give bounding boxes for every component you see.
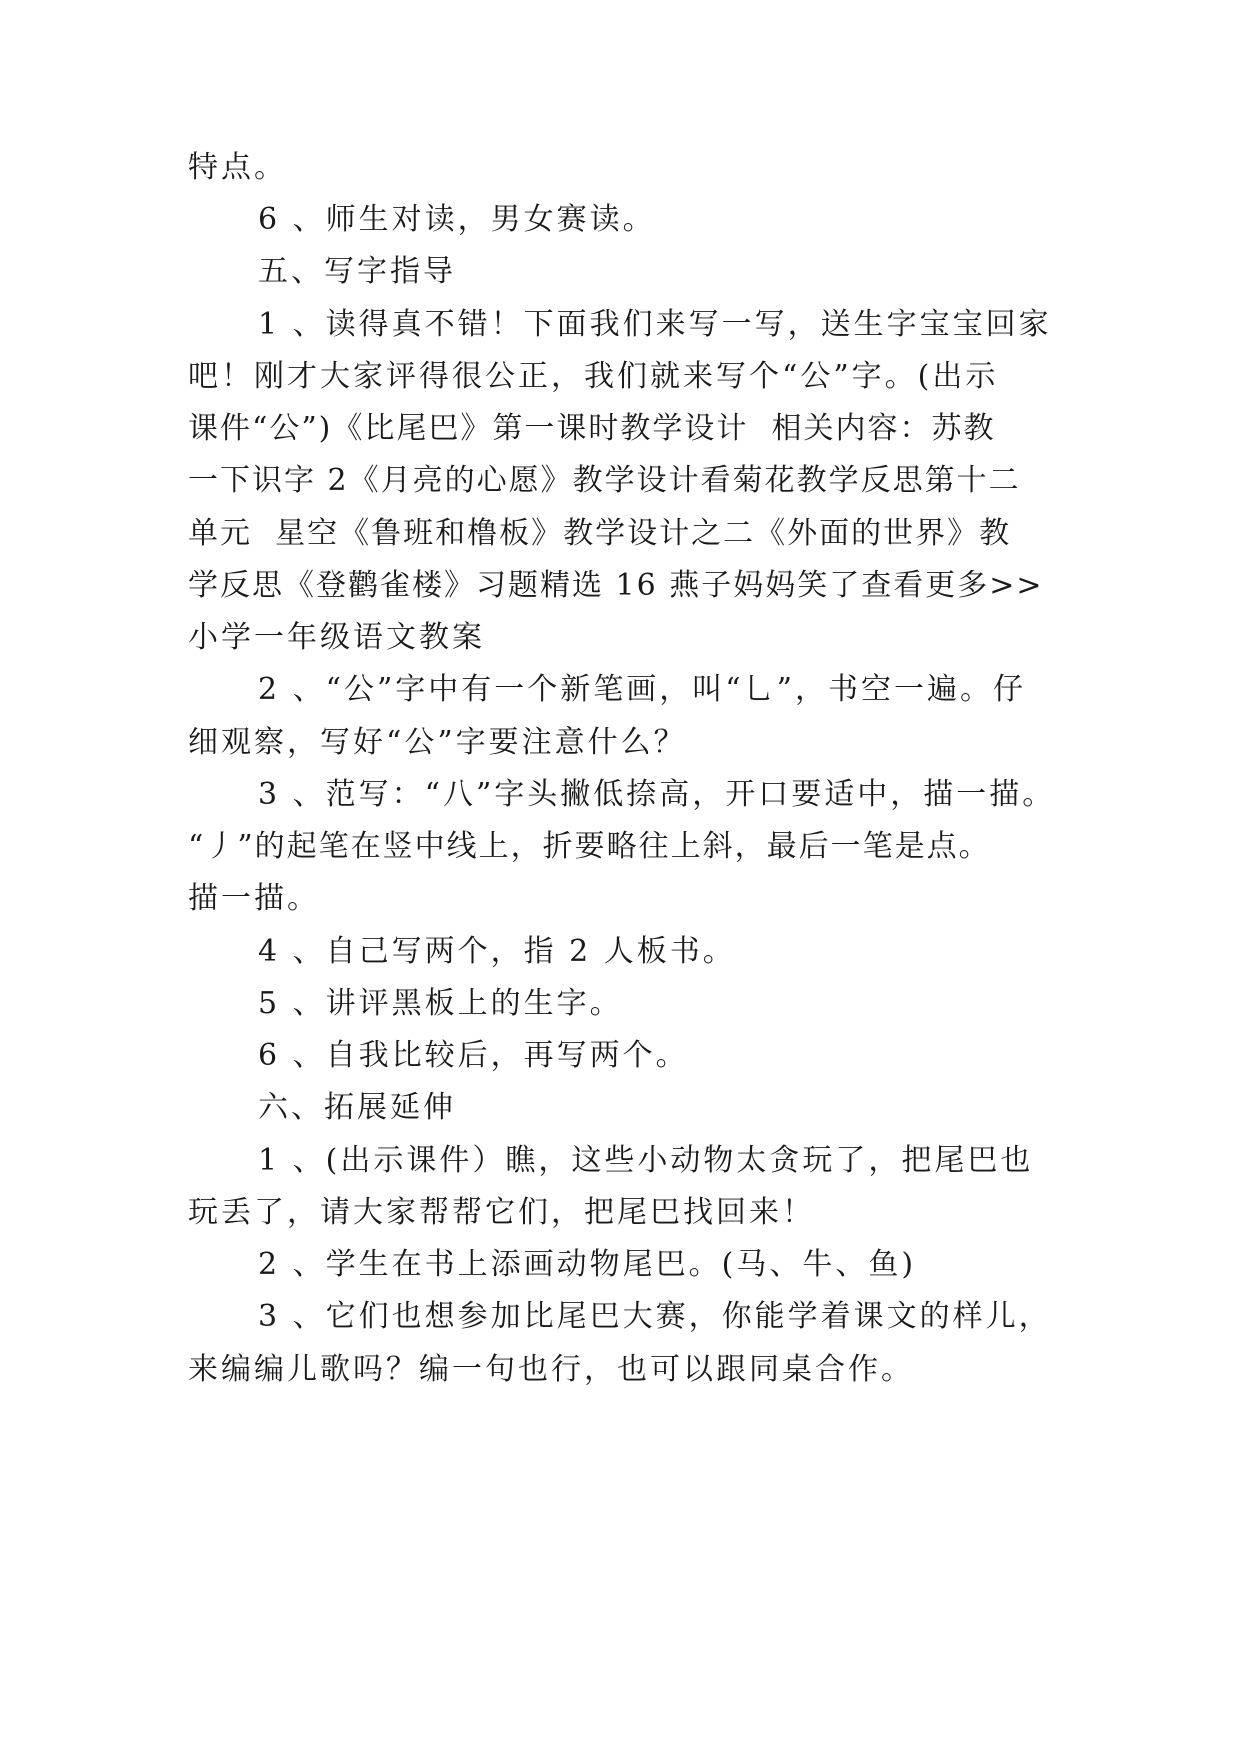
paragraph-line: 来编编儿歌吗？编一句也行，也可以跟同桌合作。 (188, 1352, 914, 1387)
section-heading: 五、写字指导 (258, 254, 456, 289)
paragraph-line: 6 、自我比较后，再写两个。 (258, 1038, 689, 1073)
paragraph-line: 细观察，写好“公”字要注意什么？ (188, 725, 687, 760)
paragraph-line: 5 、讲评黑板上的生字。 (258, 986, 623, 1021)
paragraph-line: 1 、(出示课件）瞧，这些小动物太贪玩了，把尾巴也 (258, 1143, 1034, 1178)
paragraph-line: “丿”的起笔在竖中线上，折要略往上斜，最后一笔是点。 (188, 829, 991, 864)
paragraph-line: 4 、自己写两个，指 2 人板书。 (258, 934, 736, 969)
paragraph-line: 2 、“公”字中有一个新笔画，叫“乚”，书空一遍。仔 (258, 672, 1026, 707)
paragraph-line: 3 、范写：“八”字头撇低捺高，开口要适中，描一描。 (258, 777, 1056, 812)
paragraph-line: 玩丢了，请大家帮帮它们，把尾巴找回来！ (188, 1195, 815, 1230)
paragraph-line: 2 、学生在书上添画动物尾巴。(马、牛、鱼) (258, 1247, 917, 1282)
paragraph-line: 小学一年级语文教案 (188, 620, 485, 655)
paragraph-line: 一下识字 2《月亮的心愿》教学设计看菊花教学反思第十二 (188, 463, 1021, 498)
section-heading: 六、拓展延伸 (258, 1090, 456, 1125)
paragraph-line: 课件“公”)《比尾巴》第一课时教学设计 相关内容：苏教 (188, 411, 996, 446)
paragraph-line: 吧！刚才大家评得很公正，我们就来写个“公”字。(出示 (188, 359, 999, 394)
paragraph-line: 6 、师生对读，男女赛读。 (258, 202, 656, 237)
paragraph-line: 单元 星空《鲁班和橹板》教学设计之二《外面的世界》教 (188, 516, 1012, 551)
paragraph-line: 1 、读得真不错！下面我们来写一写，送生字宝宝回家 (258, 307, 1052, 342)
paragraph-line: 3 、它们也想参加比尾巴大赛，你能学着课文的样儿， (258, 1299, 1052, 1334)
paragraph-line: 学反思《登鹳雀楼》习题精选 16 燕子妈妈笑了查看更多>> (188, 568, 1044, 603)
paragraph-line: 描一描。 (188, 881, 320, 916)
paragraph-line: 特点。 (188, 150, 287, 185)
